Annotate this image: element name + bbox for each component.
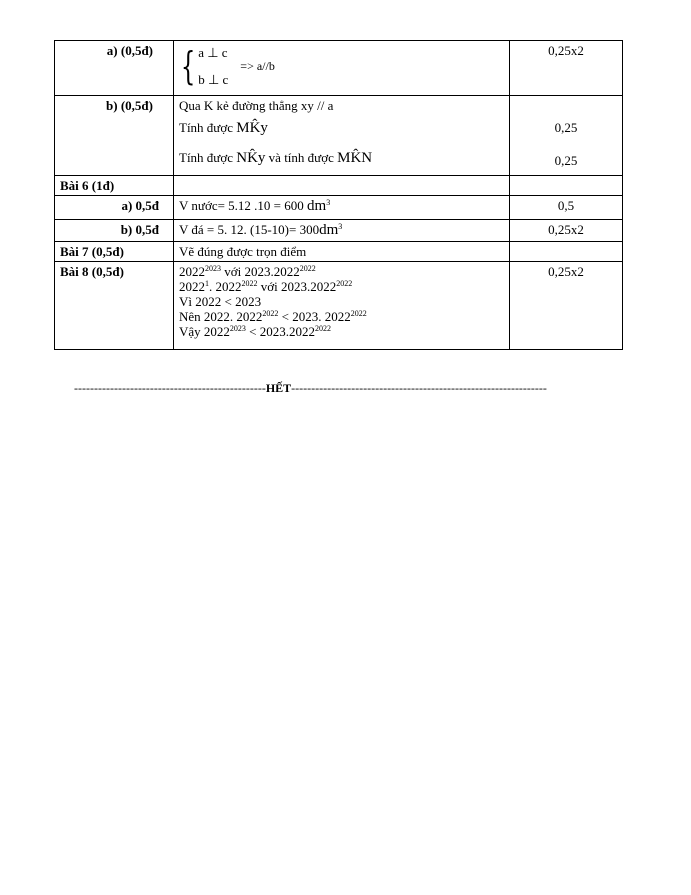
content-cell: V nước= 5.12 .10 = 600 $dm^3$ — [174, 196, 510, 220]
content-cell: $2022^{2023}$ với $2023.2022^{2022}$ 2022$^1$. $2022^{2022}$ với $2023.2022^{2022}$ Vì 2022 < 2023 Nên 2022. $2022^{2022} < 2023$. $2022^{2022}$ Vậy $2022^{2023} < 2023.2022^{2022}$ — [174, 262, 510, 350]
table-row — [55, 96, 623, 176]
content-cell: V đá = 5. 12. $(15-10)= 300dm^3$ — [174, 220, 510, 242]
points-cell: 0,25x2 — [510, 220, 623, 242]
points-cell: 0,25x2 — [510, 41, 623, 96]
row-label: Bài 7 (0,5đ) — [55, 242, 174, 262]
points-cell: 0,25 0,25 — [510, 96, 623, 176]
row-label: Bài 8 (0,5đ) — [55, 262, 174, 350]
conclusion: => a//b — [240, 58, 275, 73]
end-marker: ------------------------------------------------HẾT---------------------------------------------------------------- — [74, 381, 547, 395]
system-line: b ⊥ c — [198, 72, 229, 87]
table-row — [55, 220, 623, 242]
row-label: a) (0,5đ) — [55, 41, 174, 96]
equation-system — [179, 42, 504, 90]
row-label: a) 0,5đ — [55, 196, 174, 220]
table-row — [55, 242, 623, 262]
table-row — [55, 196, 623, 220]
table-row — [55, 176, 623, 196]
content-cell — [174, 41, 510, 96]
row-label: b) 0,5đ — [55, 220, 174, 242]
table-row — [55, 41, 623, 96]
grading-table — [54, 40, 623, 350]
content-cell: Qua K kẻ đường thẳng xy // a Tính được MK̂y Tính được NK̂y và tính được MK̂N — [174, 96, 510, 176]
row-label: Bài 6 (1đ) — [55, 176, 174, 196]
brace-icon: { — [180, 44, 196, 88]
system-line: a ⊥ c — [198, 45, 228, 60]
table-row — [55, 262, 623, 350]
points-cell: 0,25x2 — [510, 262, 623, 350]
points-cell: 0,5 — [510, 196, 623, 220]
row-label: b) (0,5đ) — [55, 96, 174, 176]
content-cell: Vẽ đúng được trọn điểm — [174, 242, 510, 262]
